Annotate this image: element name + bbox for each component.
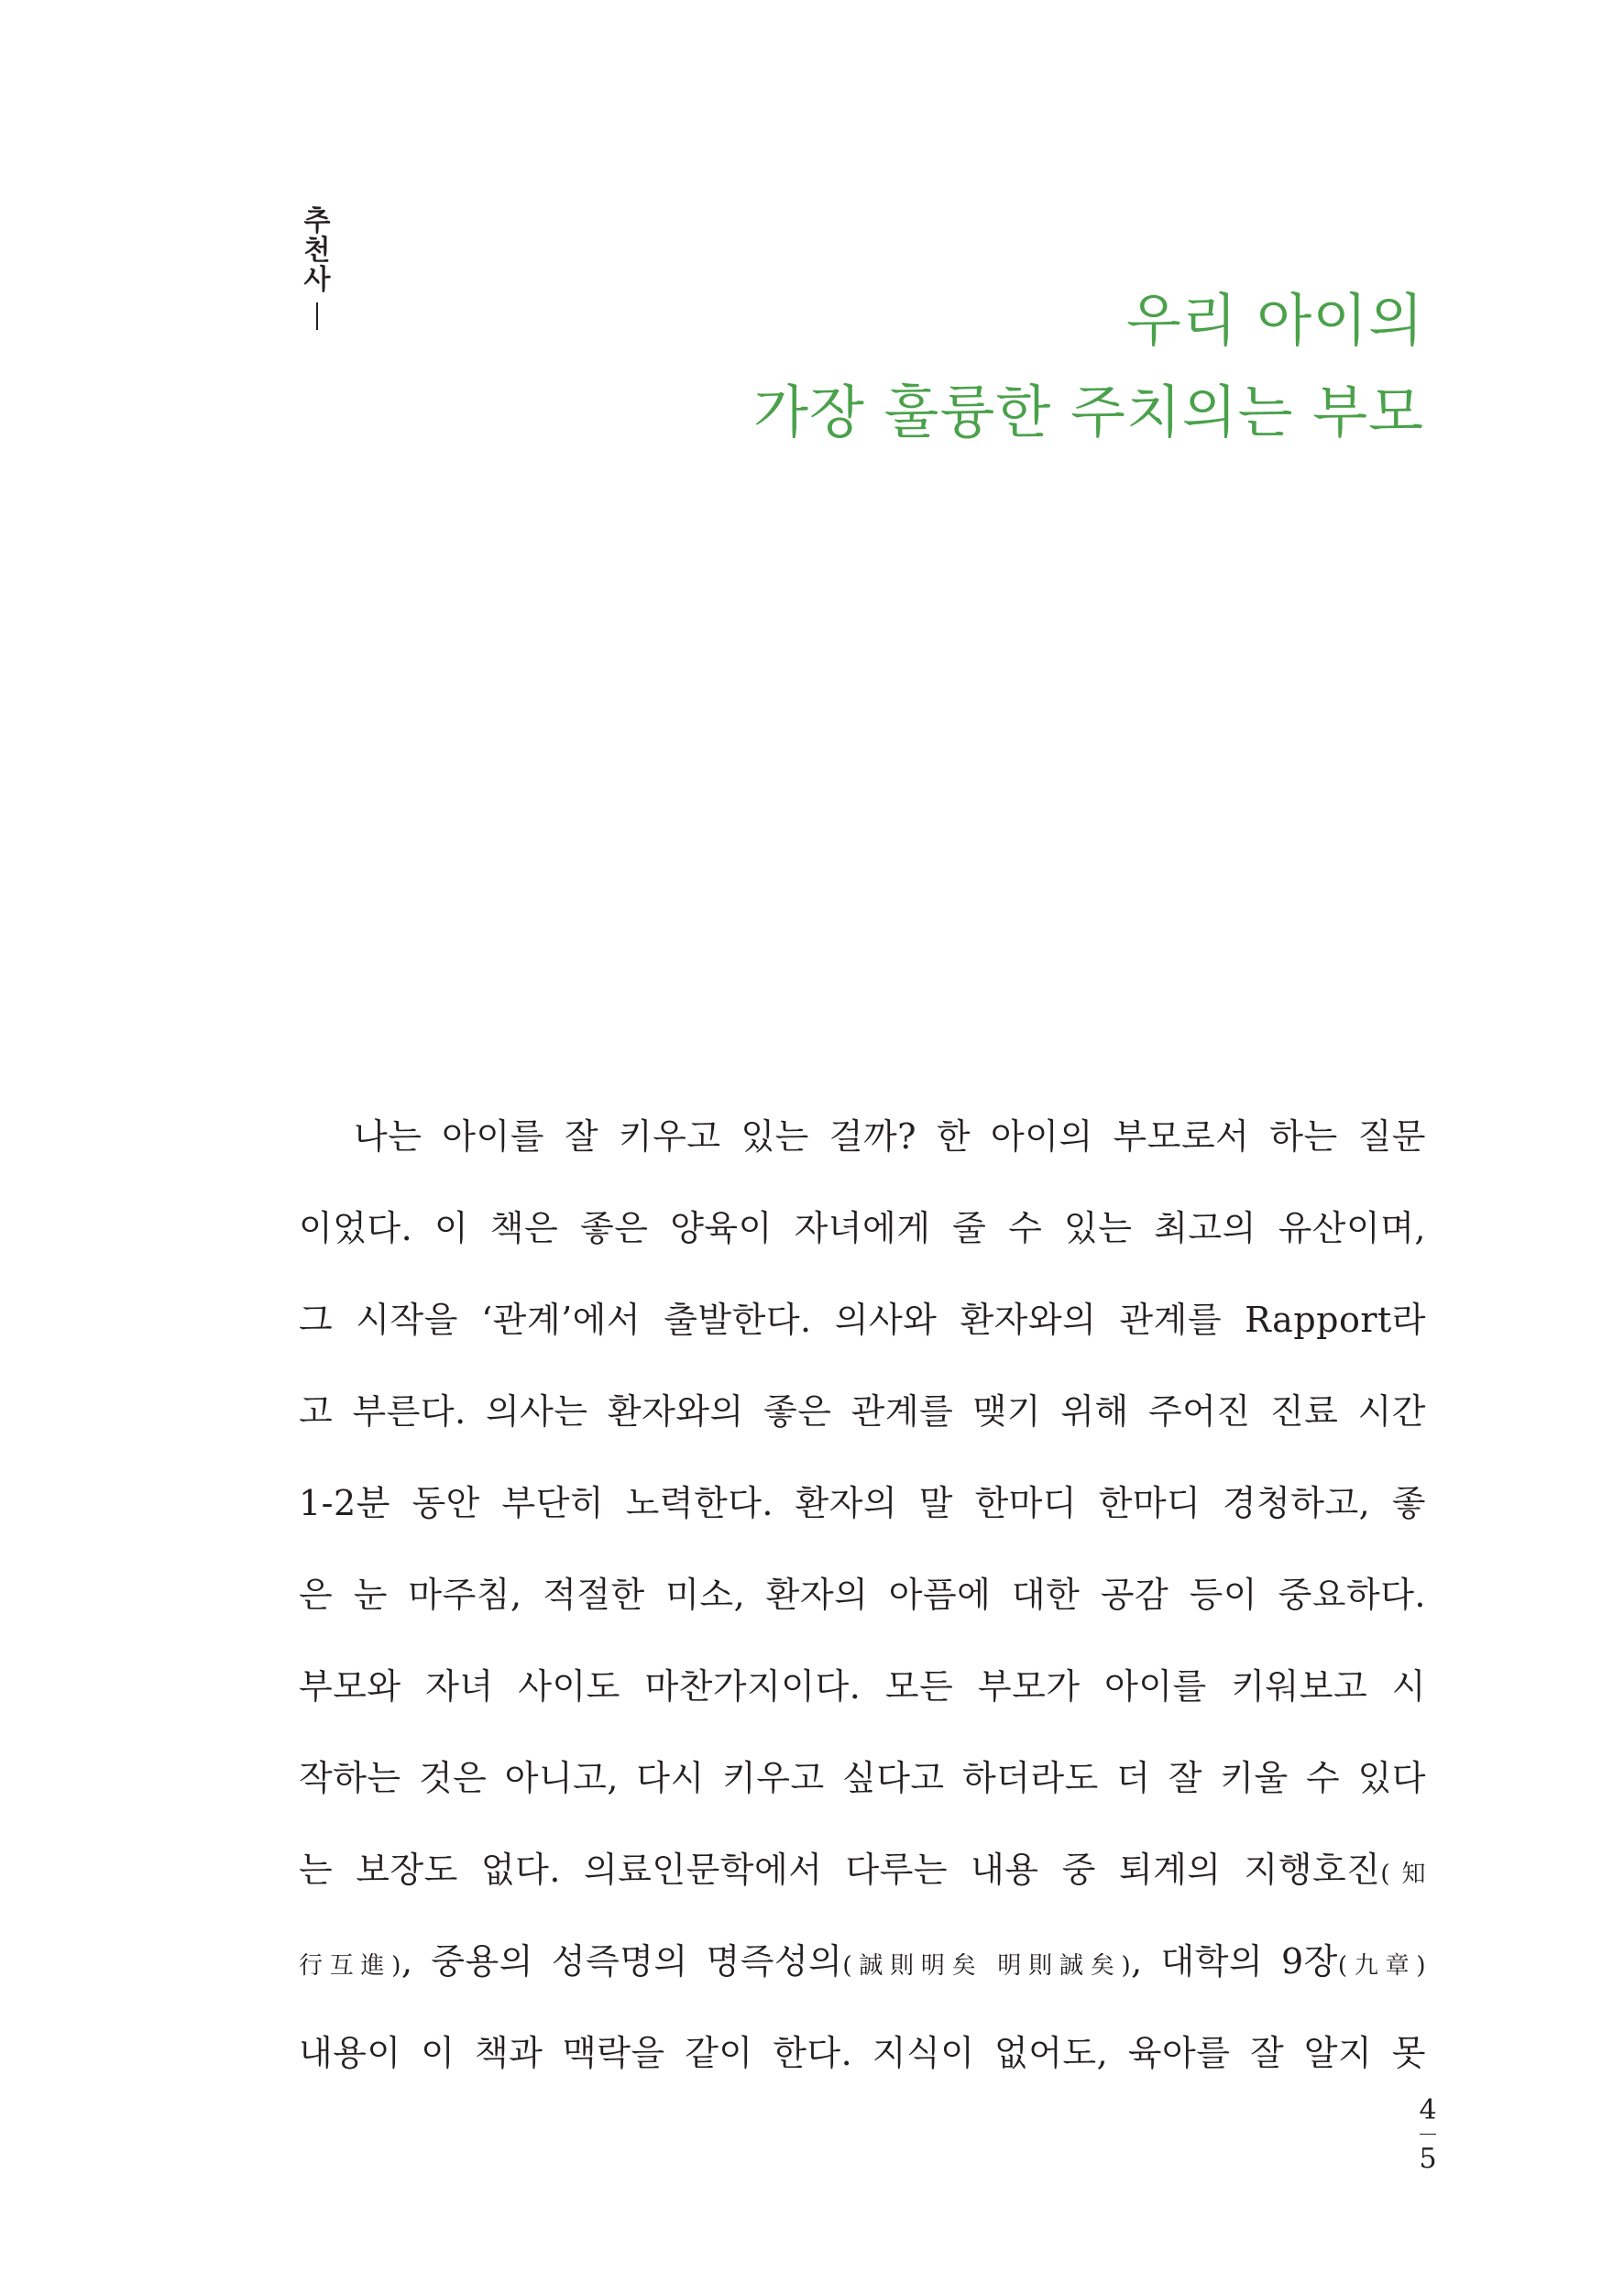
- page-number-left: 4: [1419, 2094, 1437, 2126]
- body-line: 그 시작을 ‘관계’에서 출발한다. 의사와 환자와의 관계를 Rapport라: [299, 1300, 1426, 1340]
- section-label-bar: [316, 302, 318, 330]
- body-line: 나는 아이를 잘 키우고 있는 걸까? 한 아이의 부모로서 하는 질문: [354, 1116, 1426, 1157]
- body-line: 고 부른다. 의사는 환자와의 좋은 관계를 맺기 위해 주어진 진료 시간: [299, 1391, 1426, 1432]
- body-line: [299, 1824, 1426, 1916]
- hanja-text: (九章): [1337, 1952, 1426, 1980]
- page-number-right: 5: [1419, 2143, 1437, 2175]
- hanja-text: (誠則明矣 明則誠矣): [842, 1952, 1132, 1980]
- section-label-char: 천: [303, 235, 331, 267]
- body-text-segment: , 중용의 성즉명의 명즉성의: [401, 1941, 843, 1982]
- body-line: 1-2분 동안 부단히 노력한다. 환자의 말 한마디 한마디 경청하고, 좋: [299, 1483, 1426, 1523]
- body-line: [299, 1916, 1426, 2007]
- body-line: 내용이 이 책과 맥락을 같이 한다. 지식이 없어도, 육아를 잘 알지 못: [299, 2033, 1426, 2073]
- body-line: 은 눈 마주침, 적절한 미소, 환자의 아픔에 대한 공감 등이 중요하다.: [299, 1575, 1426, 1615]
- hanja-text: (知: [1380, 1861, 1426, 1888]
- chapter-title: [753, 275, 1424, 458]
- hanja-text: 行互進): [299, 1952, 401, 1980]
- chapter-title-line-1: 우리 아이의: [1125, 287, 1424, 354]
- section-label-char: 추: [303, 205, 331, 237]
- section-label: [299, 207, 335, 330]
- body-line: 부모와 자녀 사이도 마찬가지이다. 모든 부모가 아이를 키워보고 시: [299, 1666, 1426, 1707]
- body-text-segment: 는 보장도 없다. 의료인문학에서 다루는 내용 중 퇴계의 지행호진: [299, 1850, 1381, 1890]
- body-line: 이었다. 이 책은 좋은 양육이 자녀에게 줄 수 있는 최고의 유산이며,: [299, 1208, 1426, 1248]
- chapter-title-line-2: 가장 훌륭한 주치의는 부모: [753, 379, 1424, 445]
- page-number: [1411, 2095, 1444, 2175]
- body-text-segment: , 대학의 9장: [1131, 1941, 1338, 1982]
- page-number-separator: [1420, 2134, 1436, 2135]
- section-label-char: 사: [303, 264, 331, 296]
- body-text: [299, 1091, 1426, 2099]
- body-line: 작하는 것은 아니고, 다시 키우고 싶다고 하더라도 더 잘 키울 수 있다: [299, 1758, 1426, 1798]
